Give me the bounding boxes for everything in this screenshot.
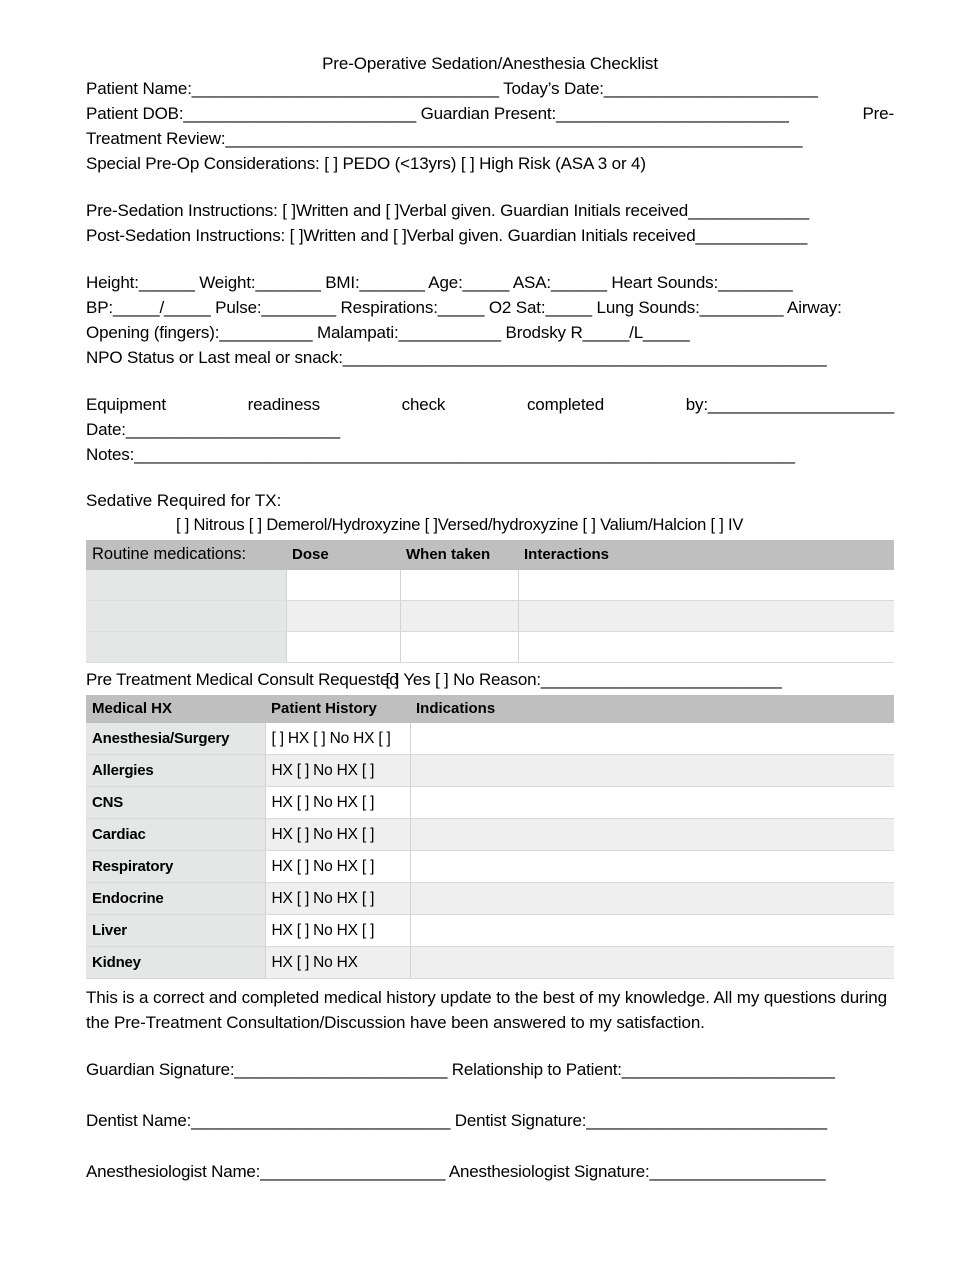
med-name-cell[interactable] xyxy=(86,632,286,663)
hx-row-label-kidney: Kidney xyxy=(86,947,265,979)
spacer xyxy=(86,1035,894,1057)
hx-patient-history-cell[interactable]: HX [ ] No HX [ ] xyxy=(265,819,410,851)
hx-indications-cell[interactable] xyxy=(410,883,894,915)
med-interactions-cell[interactable] xyxy=(518,632,894,663)
medical-history-table xyxy=(86,695,894,979)
med-dose-cell[interactable] xyxy=(286,601,400,632)
medications-table-header xyxy=(86,540,894,570)
medical-history-table-header xyxy=(86,695,894,723)
equipment-readiness-row xyxy=(86,392,894,417)
med-dose-cell[interactable] xyxy=(286,570,400,601)
sedative-required-label: Sedative Required for TX: xyxy=(86,491,282,510)
col-patient-history: Patient History xyxy=(265,695,410,723)
spacer xyxy=(86,248,894,270)
table-row[interactable] xyxy=(86,601,894,632)
pre-treatment-consult-row xyxy=(86,667,894,693)
anesthesiologist-signature-row xyxy=(86,1159,894,1184)
hx-patient-history-cell[interactable]: HX [ ] No HX [ ] xyxy=(265,851,410,883)
guardian-signature-row xyxy=(86,1057,894,1082)
anesthesiologist-name-field[interactable]: Anesthesiologist Name:____________________ xyxy=(86,1162,446,1181)
table-row[interactable] xyxy=(86,819,894,851)
table-row[interactable] xyxy=(86,915,894,947)
table-row[interactable] xyxy=(86,755,894,787)
hx-indications-cell[interactable] xyxy=(410,947,894,979)
hx-row-label-endocrine: Endocrine xyxy=(86,883,265,915)
spacer xyxy=(86,467,894,489)
page-title: Pre-Operative Sedation/Anesthesia Checklist xyxy=(322,54,658,73)
hx-patient-history-cell[interactable]: HX [ ] No HX [ ] xyxy=(265,787,410,819)
col-routine-medications: Routine medications: xyxy=(86,540,286,570)
routine-medications-table xyxy=(86,540,894,663)
hx-patient-history-cell[interactable]: HX [ ] No HX [ ] xyxy=(265,883,410,915)
hx-patient-history-cell[interactable]: HX [ ] No HX [ ] xyxy=(265,755,410,787)
equipment-word-3: check xyxy=(401,395,446,414)
npo-status-row[interactable]: NPO Status or Last meal or snack:____________________________________________________ xyxy=(86,348,827,367)
dentist-signature-row xyxy=(86,1108,894,1133)
guardian-present-field[interactable]: Guardian Present:_________________________ xyxy=(420,104,789,123)
hx-row-label-anesthesia-surgery: Anesthesia/Surgery xyxy=(86,723,265,755)
col-interactions: Interactions xyxy=(518,540,894,570)
spacer xyxy=(86,370,894,392)
col-when-taken: When taken xyxy=(400,540,518,570)
med-dose-cell[interactable] xyxy=(286,632,400,663)
hx-patient-history-cell[interactable]: [ ] HX [ ] No HX [ ] xyxy=(265,723,410,755)
consult-yes-checkbox[interactable]: [ ] Yes xyxy=(385,670,431,689)
equipment-word-1: Equipment xyxy=(86,395,166,414)
post-sedation-instructions-row[interactable]: Post-Sedation Instructions: [ ]Written and [ ]Verbal given. Guardian Initials received____________ xyxy=(86,226,808,245)
todays-date-field[interactable]: Today’s Date:_______________________ xyxy=(503,79,818,98)
med-interactions-cell[interactable] xyxy=(518,570,894,601)
consult-no-checkbox[interactable]: [ ] No xyxy=(434,670,475,689)
anesthesiologist-signature-field[interactable]: Anesthesiologist Signature:___________________ xyxy=(448,1162,826,1181)
vitals-row-1[interactable]: Height:______ Weight:_______ BMI:_______ Age:_____ ASA:______ Heart Sounds:________ xyxy=(86,273,793,292)
col-indications: Indications xyxy=(410,695,894,723)
equipment-word-2: readiness xyxy=(247,395,320,414)
med-interactions-cell[interactable] xyxy=(518,601,894,632)
spacer xyxy=(86,1082,894,1108)
table-row[interactable] xyxy=(86,632,894,663)
col-medical-hx: Medical HX xyxy=(86,695,265,723)
equipment-notes-row[interactable]: Notes:_______________________________________________________________________ xyxy=(86,445,795,464)
table-header-row xyxy=(86,695,894,723)
medical-history-table-body xyxy=(86,723,894,979)
hx-row-label-cardiac: Cardiac xyxy=(86,819,265,851)
spacer xyxy=(86,1133,894,1159)
table-row[interactable] xyxy=(86,947,894,979)
hx-row-label-respiratory: Respiratory xyxy=(86,851,265,883)
equipment-word-4: completed xyxy=(526,395,605,414)
equipment-date-row[interactable]: Date:_______________________ xyxy=(86,420,340,439)
med-name-cell[interactable] xyxy=(86,601,286,632)
med-when-taken-cell[interactable] xyxy=(400,570,518,601)
table-header-row xyxy=(86,540,894,570)
patient-name-row xyxy=(86,76,894,101)
hx-row-label-cns: CNS xyxy=(86,787,265,819)
med-name-cell[interactable] xyxy=(86,570,286,601)
med-when-taken-cell[interactable] xyxy=(400,601,518,632)
hx-patient-history-cell[interactable]: HX [ ] No HX xyxy=(265,947,410,979)
sedative-options-row[interactable]: [ ] Nitrous [ ] Demerol/Hydroxyzine [ ]Versed/hydroxyzine [ ] Valium/Halcion [ ] IV xyxy=(176,516,744,534)
guardian-signature-field[interactable]: Guardian Signature:_______________________ xyxy=(86,1060,448,1079)
special-preop-considerations-row[interactable]: Special Pre-Op Considerations: [ ] PEDO (<13yrs) [ ] High Risk (ASA 3 or 4) xyxy=(86,154,646,173)
hx-patient-history-cell[interactable]: HX [ ] No HX [ ] xyxy=(265,915,410,947)
relationship-to-patient-field[interactable]: Relationship to Patient:_______________________ xyxy=(451,1060,835,1079)
table-row[interactable] xyxy=(86,723,894,755)
hx-indications-cell[interactable] xyxy=(410,755,894,787)
patient-name-field[interactable]: Patient Name:_________________________________ xyxy=(86,79,499,98)
col-dose: Dose xyxy=(286,540,400,570)
patient-dob-field[interactable]: Patient DOB:_________________________ xyxy=(86,104,417,123)
hx-indications-cell[interactable] xyxy=(410,787,894,819)
pre-sedation-instructions-row[interactable]: Pre-Sedation Instructions: [ ]Written and [ ]Verbal given. Guardian Initials received_____________ xyxy=(86,201,810,220)
medications-table-body xyxy=(86,570,894,663)
attestation-statement: This is a correct and completed medical history update to the best of my knowledge. All my questions during the Pre-Treatment Consultation/Discussion have been answered to my satisfaction. xyxy=(86,988,887,1032)
hx-indications-cell[interactable] xyxy=(410,819,894,851)
spacer xyxy=(86,176,894,198)
table-row[interactable] xyxy=(86,851,894,883)
table-row[interactable] xyxy=(86,570,894,601)
consult-reason-field[interactable]: Reason:__________________________ xyxy=(478,670,782,689)
dentist-name-field[interactable]: Dentist Name:____________________________ xyxy=(86,1111,451,1130)
vitals-row-2[interactable]: BP:_____/_____ Pulse:________ Respirations:_____ O2 Sat:_____ Lung Sounds:_________ Airway: xyxy=(86,298,842,317)
patient-dob-row xyxy=(86,101,894,126)
hx-indications-cell[interactable] xyxy=(410,915,894,947)
pre-treatment-review-row[interactable]: Treatment Review:______________________________________________________________ xyxy=(86,129,803,148)
vitals-row-3[interactable]: Opening (fingers):__________ Malampati:___________ Brodsky R_____/L_____ xyxy=(86,323,690,342)
document-content xyxy=(86,52,894,1184)
dentist-signature-field[interactable]: Dentist Signature:__________________________ xyxy=(454,1111,827,1130)
pre-trailing-text: Pre- xyxy=(862,104,894,123)
hx-indications-cell[interactable] xyxy=(410,723,894,755)
hx-row-label-allergies: Allergies xyxy=(86,755,265,787)
hx-row-label-liver: Liver xyxy=(86,915,265,947)
table-row[interactable] xyxy=(86,883,894,915)
equipment-completed-by-field[interactable]: by:____________________ xyxy=(685,395,895,414)
table-row[interactable] xyxy=(86,787,894,819)
med-when-taken-cell[interactable] xyxy=(400,632,518,663)
consult-requested-label: Pre Treatment Medical Consult Requested xyxy=(86,670,399,689)
hx-indications-cell[interactable] xyxy=(410,851,894,883)
